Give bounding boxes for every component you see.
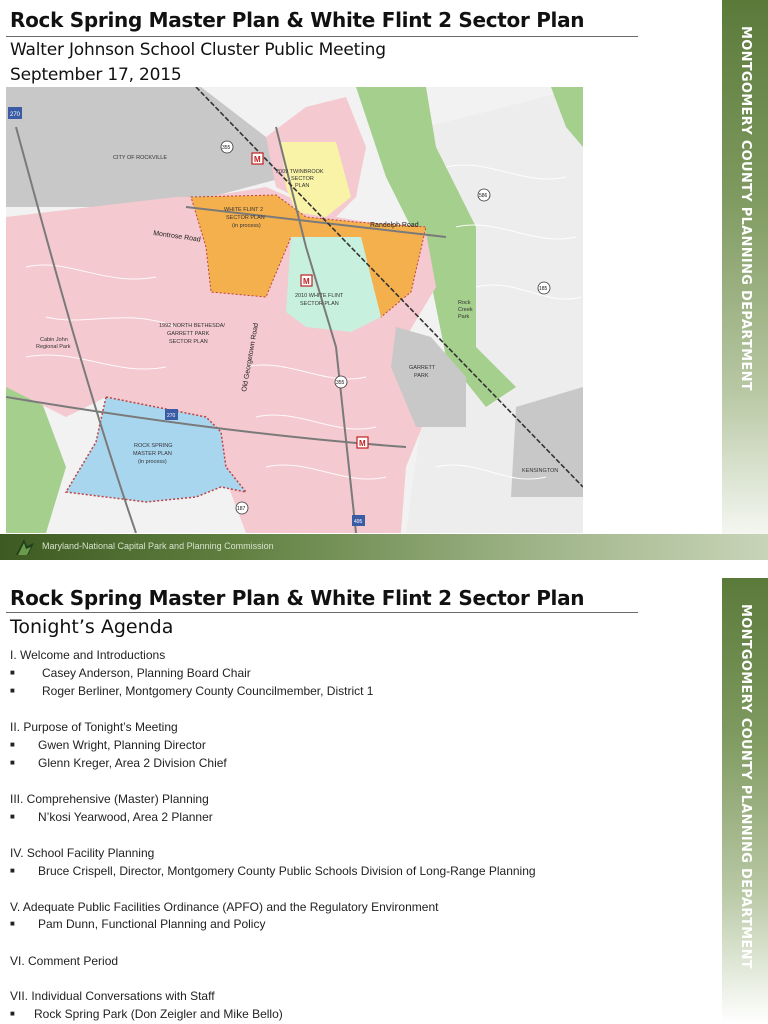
- side-banner-text: MONTGOMERY COUNTY PLANNING DEPARTMENT: [738, 26, 753, 391]
- shield-355a: 355: [222, 145, 231, 151]
- shield-i495: 495: [354, 519, 363, 525]
- agenda-section: V. Adequate Public Facilities Ordinance (APFO) and the Regulatory Environment: [10, 900, 439, 914]
- label-twinbrook-1: 2009 TWINBROOK: [276, 169, 324, 175]
- bullet-icon: ■: [10, 686, 15, 695]
- label-old-georgetown-road: Old Georgetown Road: [241, 322, 261, 393]
- title-rule: [6, 36, 638, 37]
- agenda-bullet: Gwen Wright, Planning Director: [38, 738, 206, 752]
- shield-185: 185: [539, 286, 548, 292]
- agenda-section: II. Purpose of Tonight’s Meeting: [10, 720, 178, 734]
- agenda-section: VII. Individual Conversations with Staff: [10, 989, 215, 1003]
- agenda-bullet: Glenn Kreger, Area 2 Division Chief: [38, 756, 227, 770]
- side-banner: [722, 0, 768, 560]
- label-nb-3: SECTOR PLAN: [169, 339, 208, 345]
- label-nb-1: 1992 NORTH BETHESDA/: [159, 323, 225, 329]
- shield-355b: 355: [336, 380, 345, 386]
- label-rock-creek-2: Creek: [458, 307, 473, 313]
- metro-icon-white-flint: M: [303, 277, 310, 286]
- shield-586: 586: [479, 193, 488, 199]
- side-banner-text: MONTGOMERY COUNTY PLANNING DEPARTMENT: [738, 604, 753, 969]
- agenda-bullet: N’kosi Yearwood, Area 2 Planner: [38, 810, 213, 824]
- bullet-icon: ■: [10, 812, 15, 821]
- slide-gap: [0, 560, 768, 578]
- bullet-icon: ■: [10, 668, 15, 677]
- agenda-bullet: Roger Berliner, Montgomery County Councilmember, District 1: [42, 684, 374, 698]
- label-wf2010-1: 2010 WHITE FLINT: [295, 293, 344, 299]
- bullet-icon: ■: [10, 866, 15, 875]
- agenda-heading: Tonight’s Agenda: [10, 616, 174, 638]
- side-banner: [722, 578, 768, 1024]
- label-twinbrook-2: SECTOR: [291, 176, 314, 182]
- bullet-icon: ■: [10, 1009, 15, 1018]
- mncppc-logo-icon: [14, 537, 36, 557]
- footer-agency-text: Maryland-National Capital Park and Planning Commission: [42, 541, 274, 551]
- slide-agenda: [0, 578, 768, 1024]
- meeting-name: Walter Johnson School Cluster Public Meeting: [10, 40, 386, 60]
- label-wf2-3: (in process): [232, 223, 261, 229]
- label-twinbrook-3: PLAN: [295, 183, 310, 189]
- label-kensington: KENSINGTON: [522, 468, 559, 474]
- agenda-bullet: Bruce Crispell, Director, Montgomery County Public Schools Division of Long-Range Planning: [38, 864, 536, 878]
- agenda-section: IV. School Facility Planning: [10, 846, 155, 860]
- label-nb-2: GARRETT PARK: [167, 331, 210, 337]
- metro-icon-grosvenor: M: [359, 439, 366, 448]
- metro-icon-twinbrook: M: [254, 155, 261, 164]
- bullet-icon: ■: [10, 758, 15, 767]
- title-rule: [6, 612, 638, 613]
- label-rs-1: ROCK SPRING: [134, 443, 173, 449]
- label-cabin-john-2: Regional Park: [36, 344, 71, 350]
- label-rock-creek-3: Park: [458, 314, 470, 320]
- agenda-section: VI. Comment Period: [10, 954, 119, 968]
- slide-title: Rock Spring Master Plan & White Flint 2 Sector Plan: [10, 586, 585, 610]
- slide-title: Rock Spring Master Plan & White Flint 2 Sector Plan: [10, 8, 585, 32]
- label-wf2-1: WHITE FLINT 2: [224, 207, 264, 213]
- label-rockville: CITY OF ROCKVILLE: [113, 155, 167, 161]
- label-garrett-2: PARK: [414, 373, 429, 379]
- label-wf2010-2: SECTOR PLAN: [300, 301, 339, 307]
- shield-187: 187: [237, 506, 246, 512]
- agenda-bullet: Pam Dunn, Functional Planning and Policy: [38, 917, 266, 931]
- agenda-section: III. Comprehensive (Master) Planning: [10, 792, 209, 806]
- label-rock-creek-1: Rock: [458, 300, 471, 306]
- label-rs-3: (in process): [138, 459, 167, 465]
- bullet-icon: ■: [10, 740, 15, 749]
- shield-270-spur: 270: [167, 413, 176, 419]
- label-cabin-john-1: Cabin John: [40, 337, 68, 343]
- footer-band: [0, 534, 768, 560]
- label-wf2-2: SECTOR PLAN: [226, 215, 265, 221]
- bullet-icon: ■: [10, 919, 15, 928]
- label-rs-2: MASTER PLAN: [133, 451, 172, 457]
- agenda-section: I. Welcome and Introductions: [10, 648, 166, 662]
- agenda-bullet: Casey Anderson, Planning Board Chair: [42, 666, 251, 680]
- label-montrose-road: Montrose Road: [152, 230, 202, 244]
- label-randolph-road: Randolph Road: [370, 222, 419, 229]
- planning-map: [6, 87, 583, 533]
- label-garrett-1: GARRETT: [409, 365, 436, 371]
- meeting-date: September 17, 2015: [10, 65, 182, 85]
- agenda-bullet: Rock Spring Park (Don Zeigler and Mike Bello): [34, 1007, 283, 1021]
- shield-i270: 270: [10, 112, 21, 118]
- planning-map-svg: [6, 87, 583, 533]
